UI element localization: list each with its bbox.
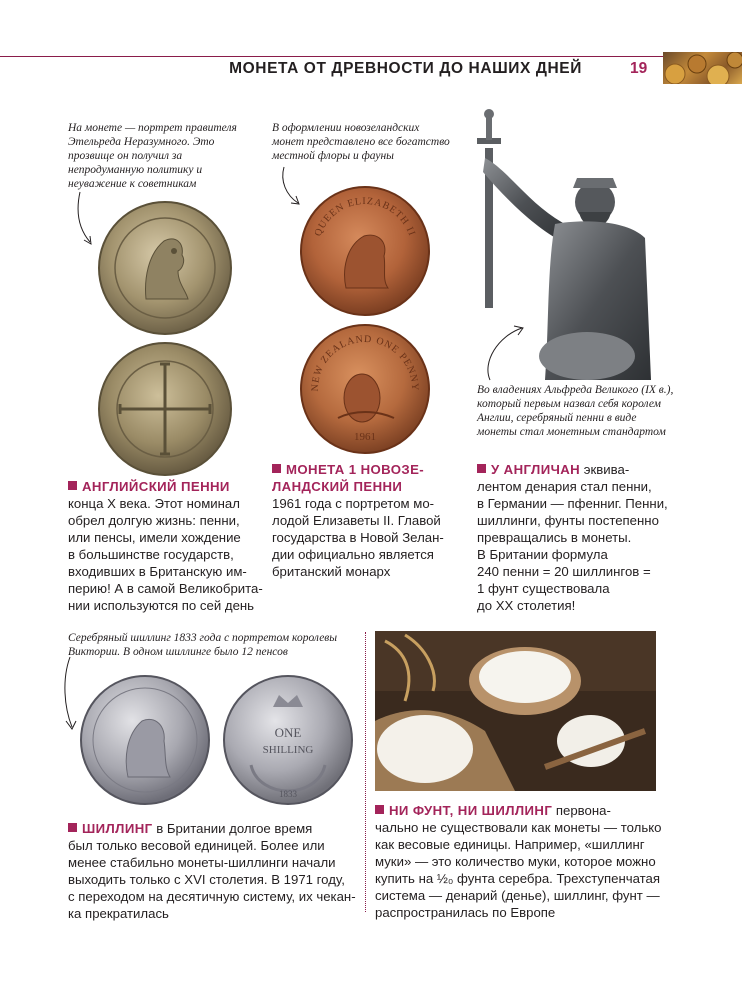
bullet-square-icon xyxy=(68,823,77,832)
article-line: обрел долгую жизнь: пенни, xyxy=(68,513,240,528)
bullet-square-icon xyxy=(68,481,77,490)
article-anglo xyxy=(477,461,697,614)
caption-shilling: Серебряный шиллинг 1833 года с портретом королевы Виктории. В одном шиллинге было 12 пенсов xyxy=(68,632,338,658)
page-number: 19 xyxy=(630,60,648,77)
article-line: В Британии формула xyxy=(477,547,608,562)
nz-obverse-legend: QUEEN ELIZABETH II xyxy=(312,195,418,238)
article-line: перию! А в самой Великобрита- xyxy=(68,581,263,596)
article-line: в большинстве государств, xyxy=(68,547,234,562)
article-line: или пенсы, имели хождение xyxy=(68,530,241,545)
flour-photo xyxy=(375,631,656,791)
column-divider xyxy=(365,632,366,912)
article-line: дии официально является xyxy=(272,547,434,562)
article-shilling xyxy=(68,820,358,922)
article-heading xyxy=(68,478,278,495)
shilling-reverse-line2: SHILLING xyxy=(262,744,314,756)
nz-penny-obverse xyxy=(298,184,432,318)
shilling-year: 1833 xyxy=(279,789,297,799)
nz-reverse-legend: NEW ZEALAND ONE PENNY xyxy=(309,333,421,392)
article-line: в Германии — пфенниг. Пенни, xyxy=(477,496,668,511)
article-line: купить на ½₀ фунта серебра. Трехступенчатая xyxy=(375,871,661,886)
article-line: в Британии долгое время xyxy=(156,821,313,836)
arrow-icon xyxy=(478,322,528,382)
article-line: как весовые единицы. Например, «шиллинг xyxy=(375,837,645,852)
article-line: британский монарх xyxy=(272,564,391,579)
article-no-pound xyxy=(375,802,675,921)
article-first-line xyxy=(375,802,675,819)
caption-nz-coin: В оформлении новозеландских монет представлено все богатство местной флоры и фауны xyxy=(272,122,450,162)
article-line: шиллинги, фунты постепенно xyxy=(477,513,659,528)
article-line: муки» — это количество муки, которое можно xyxy=(375,854,656,869)
article-first-line xyxy=(477,461,697,478)
header-rule xyxy=(0,56,663,57)
nz-year: 1961 xyxy=(354,431,376,443)
article-line: нии используются по сей день xyxy=(68,598,255,613)
article-line: эквива- xyxy=(583,462,630,477)
heading-shilling: ШИЛЛИНГ xyxy=(82,821,153,836)
article-line: 1961 года с портретом мо- xyxy=(272,496,435,511)
bullet-square-icon xyxy=(477,464,486,473)
caption-english-penny: На монете — портрет правителя Этельреда Неразумного. Это прозвище он получил за непродуманную политику и неуважение к советникам xyxy=(68,122,237,190)
article-line: распространилась по Европе xyxy=(375,905,556,920)
article-line: 240 пенни = 20 шиллингов = xyxy=(477,564,651,579)
running-title: МОНЕТА ОТ ДРЕВНОСТИ ДО НАШИХ ДНЕЙ xyxy=(229,60,582,77)
shilling-reverse xyxy=(221,673,355,807)
shilling-reverse-line1: ONE xyxy=(274,725,302,740)
article-english-penny xyxy=(68,478,278,614)
article-line: входивших в Британскую им- xyxy=(68,564,247,579)
article-line: был только весовой единицей. Более или xyxy=(68,838,325,853)
article-line: чально не существовали как монеты — только xyxy=(375,820,662,835)
english-penny-obverse xyxy=(96,199,234,337)
shilling-obverse xyxy=(78,673,212,807)
heading-nz-coin-2: ЛАНДСКИЙ ПЕННИ xyxy=(272,479,403,494)
article-line: конца X века. Этот номинал xyxy=(68,496,240,511)
header-coins-photo xyxy=(663,52,742,84)
bullet-square-icon xyxy=(272,464,281,473)
heading-anglo: У АНГЛИЧАН xyxy=(491,462,581,477)
article-heading xyxy=(272,461,472,478)
caption-alfred: Во владениях Альфреда Великого (IX в.), который первым назвал себя королем Англии, серебряный пенни в виде монеты стал монетным стандартом xyxy=(477,384,674,438)
article-line: менее стабильно монеты-шиллинги начали xyxy=(68,855,336,870)
article-nz-coin xyxy=(272,461,472,580)
article-line: до XX столетия! xyxy=(477,598,576,613)
article-line: лодой Елизаветы II. Главой xyxy=(272,513,441,528)
heading-no-pound: НИ ФУНТ, НИ ШИЛЛИНГ xyxy=(389,803,553,818)
english-penny-reverse xyxy=(96,340,234,478)
nz-penny-reverse xyxy=(298,322,432,456)
bullet-square-icon xyxy=(375,805,384,814)
article-first-line xyxy=(68,820,358,837)
article-line: 1 фунт существовала xyxy=(477,581,610,596)
article-line: первона- xyxy=(555,803,611,818)
article-line: превращались в монеты. xyxy=(477,530,632,545)
article-line: ка прекратилась xyxy=(68,906,169,921)
article-line: с переходом на десятичную систему, их чекан- xyxy=(68,889,356,904)
heading-english-penny: АНГЛИЙСКИЙ ПЕННИ xyxy=(82,479,230,494)
article-line: государства в Новой Зелан- xyxy=(272,530,444,545)
article-line: выходить только с XVI столетия. В 1971 году, xyxy=(68,872,345,887)
heading-nz-coin-1: МОНЕТА 1 НОВОЗЕ- xyxy=(286,462,425,477)
article-line: лентом денария стал пенни, xyxy=(477,479,652,494)
article-line: система — денарий (денье), шиллинг, фунт — xyxy=(375,888,660,903)
